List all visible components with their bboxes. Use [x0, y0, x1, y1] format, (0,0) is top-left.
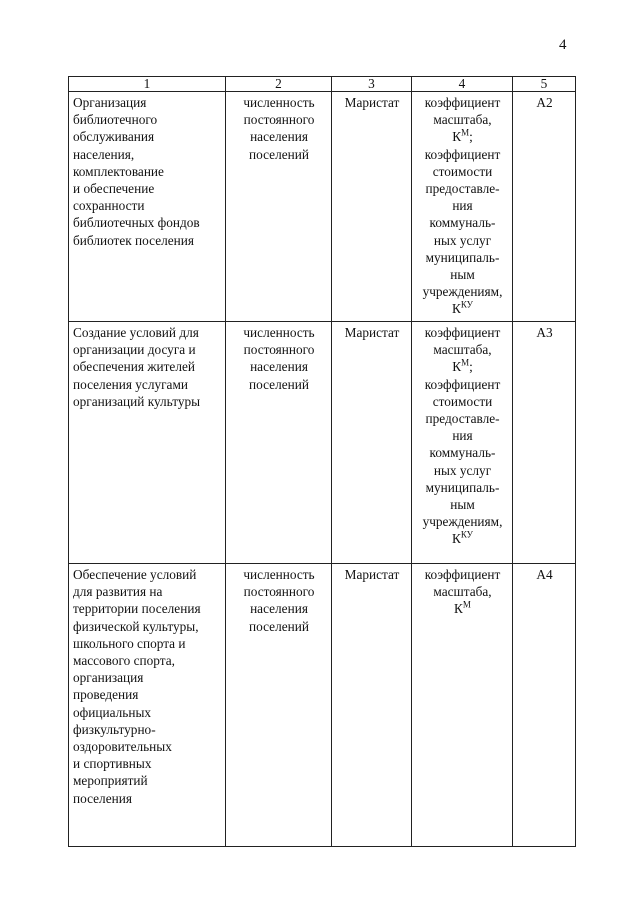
- header-cell-2: 2: [226, 77, 332, 92]
- k-symbol: К: [451, 301, 461, 317]
- indicator-scale-text: коэффициент масштаба,: [424, 95, 501, 128]
- k-superscript: КУ: [460, 530, 474, 541]
- row-code-cell: А4: [513, 564, 576, 847]
- table-row: [69, 322, 576, 564]
- row-base-cell: численность постоянного населения поселений: [226, 564, 332, 847]
- header-cell-5: 5: [513, 77, 576, 92]
- row-source-cell: Маристат: [332, 322, 412, 564]
- row-base-cell: численность постоянного населения поселений: [226, 92, 332, 322]
- indicator-separator: ;: [469, 359, 473, 375]
- row-indicator-cell: [412, 322, 513, 564]
- row-name-cell: Организация библиотечного обслуживания населения, комплектование и обеспечение сохранности библиотечных фондов библиотек поселения: [69, 92, 226, 322]
- row-base-cell: численность постоянного населения поселений: [226, 322, 332, 564]
- indicator-separator: ;: [469, 129, 473, 145]
- indicator-scale-text: коэффициент масштаба,: [424, 567, 501, 600]
- row-code-cell: А3: [513, 322, 576, 564]
- k-superscript: М: [461, 357, 470, 368]
- header-cell-4: 4: [412, 77, 513, 92]
- row-name-cell: Создание условий для организации досуга и обеспечения жителей поселения услугами организаций культуры: [69, 322, 226, 564]
- row-source-cell: Маристат: [332, 564, 412, 847]
- row-name-cell: Обеспечение условий для развития на территории поселения физической культуры, школьного спорта и массового спорта, организация проведения официальных физкультурно- оздоровительных и спортивных мероприятий поселения: [69, 564, 226, 847]
- row-source-cell: Маристат: [332, 92, 412, 322]
- k-symbol: К: [454, 601, 463, 617]
- k-symbol: К: [452, 129, 462, 145]
- indicator-cost-text: коэффициент стоимости предоставле- ния коммуналь- ных услуг муниципаль- ным учреждениям,: [422, 146, 503, 300]
- k-superscript: М: [461, 127, 470, 138]
- k-superscript: М: [462, 599, 471, 610]
- indicator-cost-text: коэффициент стоимости предоставле- ния коммуналь- ных услуг муниципаль- ным учреждениям,: [422, 376, 503, 530]
- k-symbol: К: [451, 531, 461, 547]
- row-indicator-cell: [412, 564, 513, 847]
- k-symbol: К: [452, 359, 462, 375]
- indicator-scale-text: коэффициент масштаба,: [424, 325, 501, 358]
- row-code-cell: А2: [513, 92, 576, 322]
- table-row: [69, 564, 576, 847]
- table-row: [69, 92, 576, 322]
- data-table: [68, 76, 576, 847]
- table-header-row: [69, 77, 576, 92]
- page-number: 4: [559, 37, 567, 53]
- k-superscript: КУ: [460, 300, 474, 311]
- row-indicator-cell: [412, 92, 513, 322]
- header-cell-3: 3: [332, 77, 412, 92]
- header-cell-1: 1: [69, 77, 226, 92]
